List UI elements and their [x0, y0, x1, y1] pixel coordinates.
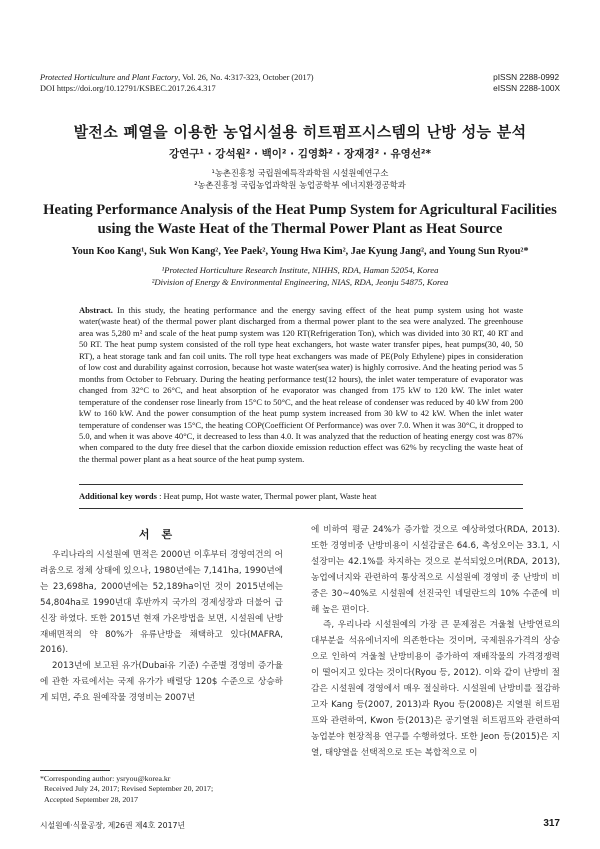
abstract	[79, 305, 523, 465]
title-english: Heating Performance Analysis of the Heat Pump System for Agricultural Facilities using the Waste Heat of the Thermal Power Plant as Heat Source	[43, 202, 557, 237]
footnote-divider	[40, 770, 110, 771]
divider-top	[79, 484, 523, 485]
accepted-date: Accepted September 28, 2017	[44, 794, 138, 804]
doi-link[interactable]: DOI https://doi.org/10.12791/KSBEC.2017.26.4.317	[40, 84, 216, 93]
body-column-right	[311, 523, 560, 762]
issn-block	[493, 72, 560, 94]
paragraph: 즉, 우리나라 시설원예의 가장 큰 문제점은 겨울철 난방연료의 대부분을 석유에너지에 의존한다는 것이며, 국제원유가격의 상승으로 인하여 겨울철 난방비용이 증가하여 재배작물의 가격경쟁력이 떨어지고 있다는 것이다(Ryou 등, 2012). 이와 같이 난방비 절감은 시설원예 경영에서 매우 절실하다. 시설원예 난방비를 절감하고자 Kang 등(2007, 2013)과 Ryou 등(2008)은 지열원 히트펌프와 관련하여, Kwon 등(2013)은 공기열원 히트펌프와 관련하여 농업분야 현장적용 연구를 수행하였다. 또한 Jeon 등(2015)은 지열, 태양열을 선택적으로 또는 복합적으로 이	[311, 620, 560, 758]
keywords-label: Additional key words	[79, 491, 157, 501]
paragraph: 우리나라의 시설원예 면적은 2000년 이후부터 경영여건의 어려움으로 정체 상태에 있으나, 1980년에는 7,141ha, 1990년에는 23,698ha, 2000년에는 52,189ha이던 것이 2015년에는 54,804ha로 1990년대 후반까지 국가의 경제성장과 더불어 급신장 하였다. 또한 2015년 현재 가온방법을 보면, 시설원예 난방 재배면적의 약 80%가 유류난방을 채택하고 있다(MAFRA, 2016).	[40, 550, 283, 656]
footer-journal: 시설원예·식물공장, 제26권 제4호 2017년	[40, 821, 186, 830]
affiliation-english-1: ¹Protected Horticulture Research Institute, NIHHS, RDA, Haman 52054, Korea	[161, 265, 439, 275]
affiliation-korean-1: ¹농촌진흥청 국립원예특작과학원 시설원예연구소	[211, 168, 389, 178]
section-heading-introduction: 서론	[138, 528, 185, 541]
corresponding-author: *Corresponding author: ysryou@korea.kr	[40, 774, 171, 783]
divider-bottom	[79, 508, 523, 509]
paragraph: 2013년에 보고된 유가(Dubai유 기준) 수준별 경영비 증가율에 관한 자료에서는 국제 유가가 배럴당 120$ 수준으로 상승하게 되면, 주요 원예작물 경영비는 2007년	[40, 661, 283, 704]
title-korean: 발전소 폐열을 이용한 농업시설용 히트펌프시스템의 난방 성능 분석	[73, 123, 527, 141]
abstract-text: In this study, the heating performance and the energy saving effect of the heat pump system using hot waste water(waste heat) of the thermal power plant discharged from a thermal power plant to the sea were analyzed. The greenhouse area was 5,280 m² and scale of the heat pump system was 120 RT(Refrigeration Ton), which was divided into 30 RT, 40 RT and 50 RT. The heat pump system consisted of the roll type heat exchangers, hot waste water transfer pipes, heat pumps(30, 40, 50 RT), a heat storage tank and fan coil units. The roll type heat exchangers was made of PE(Poly Ethylene) pipes in consideration of low cost and durability against corrosion, because hot waste water(sea water) is highly corrosive. And the heating period was 5 months from October to February. During the heating performance test(12 hours), the inlet water temperature of evaporator was changed from 32°C to 26°C, and heat absorption of he evaporator was changed from 175 kW to 120 kW. The inlet water temperature of the condenser rose linearly from 15°C to 50°C, and the heat release of condenser was reduced by 40 kW from 200 kW to 160 kW. And the power consumption of the heat pump system increased from 30 kW to 42 kW. When the inlet water temperature of condenser was 15°C, the heating COP(Coefficient Of Performance) was over 7.0. When it was 30°C, it dropped to 5.0, and when it was above 40°C, it decreased to less than 4.0. It was analyzed that the reduction of heating energy cost was 87% when compared to the duty free diesel that the carbon dioxide emission reduction effect was 62% by recycling the waste heat of the thermal power plant as a heat source of the heat pump system.	[79, 305, 523, 464]
received-date: Received July 24, 2017; Revised September 20, 2017;	[44, 784, 214, 794]
authors-korean: 강연구¹ · 강석원² · 백이² · 김영화² · 장재경² · 유영선²*	[168, 148, 431, 160]
page-number: 317	[543, 818, 560, 829]
abstract-label: Abstract.	[79, 305, 113, 315]
pissn: pISSN 2288-0992	[493, 72, 560, 82]
body-column-left	[40, 548, 283, 707]
footnote	[40, 774, 213, 805]
journal-header	[40, 72, 314, 94]
eissn: eISSN 2288-100X	[493, 83, 560, 93]
affiliation-korean-2: ²농촌진흥청 국립농업과학원 농업공학부 에너지환경공학과	[194, 180, 406, 190]
journal-citation: Protected Horticulture and Plant Factory, Vol. 26, No. 4:317-323, October (2017)	[40, 73, 314, 82]
keywords	[79, 491, 523, 501]
paragraph: 에 비하여 평균 24%가 증가할 것으로 예상하였다(RDA, 2013). 또한 경영비중 난방비용이 시설감귤은 64.6, 촉성오이는 33.1, 시설장미는 42.1%를 차지하는 것으로 분석되었으며(RDA, 2013), 농업에너지와 관련하여 통상적으로 시설원예 경영비 중 난방비 비중은 30~40%로 시설원예 선진국인 네덜란드의 10% 수준에 비해 높은 편이다.	[311, 525, 560, 615]
authors-english: Youn Koo Kang¹, Suk Won Kang², Yee Paek², Young Hwa Kim², Jae Kyung Jang², and Young Sun Ryou²*	[71, 246, 529, 257]
keywords-text: : Heat pump, Hot waste water, Thermal power plant, Waste heat	[156, 491, 377, 501]
affiliation-english-2: ²Division of Energy & Environmental Engineering, NIAS, RDA, Jeonju 54875, Korea	[151, 277, 449, 287]
